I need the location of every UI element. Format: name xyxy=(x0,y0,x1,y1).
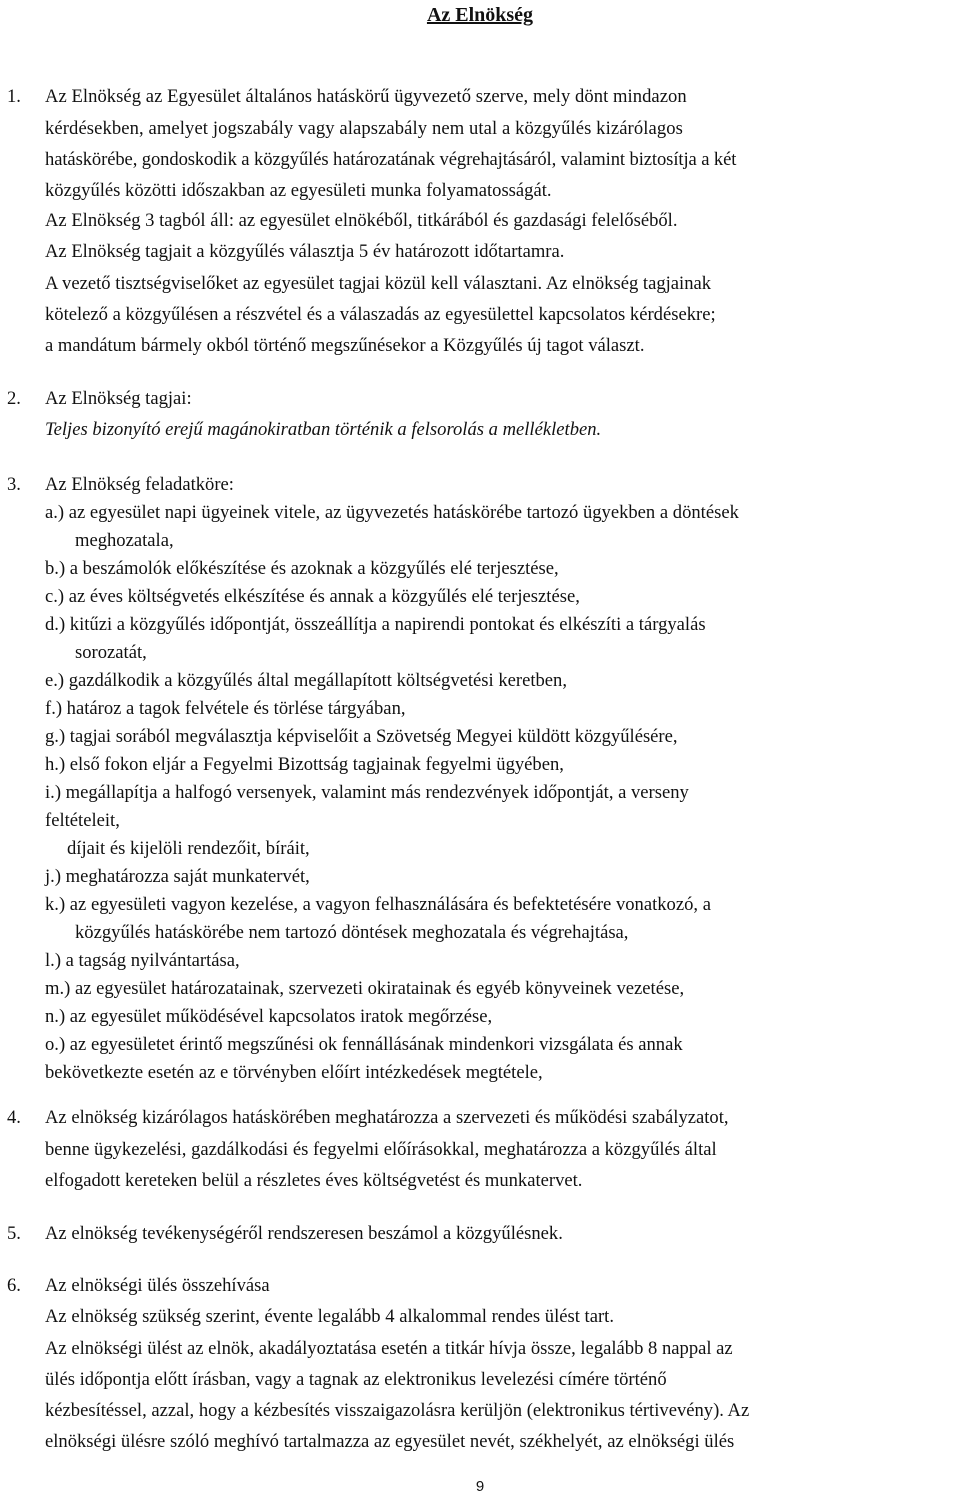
list-item-continuation: bekövetkezte esetén az e törvényben előírt intézkedések megtétele, xyxy=(45,1062,543,1083)
text-line: elfogadott kereteken belül a részletes éves költségvetést és munkatervet. xyxy=(45,1170,583,1191)
text-line: Az elnökség szükség szerint, évente legalább 4 alkalommal rendes ülést tart. xyxy=(45,1306,614,1327)
section-number: 4. xyxy=(7,1107,21,1128)
text-line: Az Elnökség tagjai: xyxy=(45,388,192,409)
text-line: Az elnökségi ülést az elnök, akadályoztatása esetén a titkár hívja össze, legalább 8 nappal az xyxy=(45,1338,733,1359)
list-item: a.) az egyesület napi ügyeinek vitele, az ügyvezetés hatáskörébe tartozó ügyekben a döntések xyxy=(45,502,739,523)
text-line: Az elnökség kizárólagos hatáskörében meghatározza a szervezeti és működési szabályzatot, xyxy=(45,1107,729,1128)
text-line: Az Elnökség az Egyesület általános hatáskörű ügyvezető szerve, mely dönt mindazon xyxy=(45,86,687,107)
text-line: benne ügykezelési, gazdálkodási és fegyelmi előírásokkal, meghatározza a közgyűlés által xyxy=(45,1139,717,1160)
list-item: n.) az egyesület működésével kapcsolatos iratok megőrzése, xyxy=(45,1006,493,1027)
text-line: Az Elnökség 3 tagból áll: az egyesület elnökéből, titkárából és gazdasági felelőséből. xyxy=(45,210,678,231)
list-item: d.) kitűzi a közgyűlés időpontját, összeállítja a napirendi pontokat és elkészíti a tárgyalás xyxy=(45,614,706,635)
section-number: 6. xyxy=(7,1275,21,1296)
list-item-continuation: közgyűlés hatáskörébe nem tartozó döntések meghozatala és végrehajtása, xyxy=(75,922,629,943)
text-line: ülés időpontja előtt írásban, vagy a tagnak az elektronikus levelezési címére történő xyxy=(45,1369,667,1390)
list-item: e.) gazdálkodik a közgyűlés által megállapított költségvetési keretben, xyxy=(45,670,567,691)
section-number: 3. xyxy=(7,474,21,495)
page-number: 9 xyxy=(475,1478,485,1495)
section-number: 1. xyxy=(7,86,21,107)
list-item: c.) az éves költségvetés elkészítése és annak a közgyűlés elé terjesztése, xyxy=(45,586,580,607)
text-line: a mandátum bármely okból történő megszűnésekor a Közgyűlés új tagot választ. xyxy=(45,335,645,356)
text-line: Az elnökségi ülés összehívása xyxy=(45,1275,270,1296)
list-item: b.) a beszámolók előkészítése és azoknak a közgyűlés elé terjesztése, xyxy=(45,558,559,579)
list-item: l.) a tagság nyilvántartása, xyxy=(45,950,240,971)
text-line: hatáskörébe, gondoskodik a közgyűlés határozatának végrehajtásáról, valamint biztosítja a két xyxy=(45,149,737,170)
text-line: Az Elnökség feladatköre: xyxy=(45,474,234,495)
section-number: 2. xyxy=(7,388,21,409)
text-line: elnökségi ülésre szóló meghívó tartalmazza az egyesület nevét, székhelyét, az elnökségi ülés xyxy=(45,1431,735,1452)
list-item: o.) az egyesületet érintő megszűnési ok fennállásának mindenkori vizsgálata és annak xyxy=(45,1034,683,1055)
text-line: kérdésekben, amelyet jogszabály vagy alapszabály nem utal a közgyűlés kizárólagos xyxy=(45,118,683,139)
list-item: i.) megállapítja a halfogó versenyek, valamint más rendezvények időpontját, a verseny xyxy=(45,782,689,803)
list-item: g.) tagjai sorából megválasztja képviselőit a Szövetség Megyei küldött közgyűlésére, xyxy=(45,726,678,747)
text-line: közgyűlés közötti időszakban az egyesületi munka folyamatosságát. xyxy=(45,180,552,201)
list-item: f.) határoz a tagok felvétele és törlése tárgyában, xyxy=(45,698,406,719)
list-item: j.) meghatározza saját munkatervét, xyxy=(45,866,310,887)
text-line: Az elnökség tevékenységéről rendszeresen beszámol a közgyűlésnek. xyxy=(45,1223,563,1244)
list-item: k.) az egyesületi vagyon kezelése, a vagyon felhasználására és befektetésére vonatkozó, a xyxy=(45,894,711,915)
text-line: kézbesítéssel, azzal, hogy a kézbesítés visszaigazolásra kerüljön (elektronikus tértivevény). Az xyxy=(45,1400,750,1421)
list-item-continuation: díjait és kijelöli rendezőit, bíráit, xyxy=(67,838,310,859)
text-line: A vezető tisztségviselőket az egyesület tagjai közül kell választani. Az elnökség tagjainak xyxy=(45,273,712,294)
list-item: h.) első fokon eljár a Fegyelmi Bizottság tagjainak fegyelmi ügyében, xyxy=(45,754,564,775)
list-item-continuation: meghozatala, xyxy=(75,530,174,551)
list-item-continuation: feltételeit, xyxy=(45,810,120,831)
text-line: Az Elnökség tagjait a közgyűlés választja 5 év határozott időtartamra. xyxy=(45,241,565,262)
text-line: kötelező a közgyűlésen a részvétel és a válaszadás az egyesülettel kapcsolatos kérdésekre; xyxy=(45,304,716,325)
section-number: 5. xyxy=(7,1223,21,1244)
list-item: m.) az egyesület határozatainak, szervezeti okiratainak és egyéb könyveinek vezetése, xyxy=(45,978,685,999)
text-line-italic: Teljes bizonyító erejű magánokiratban történik a felsorolás a mellékletben. xyxy=(45,419,602,440)
list-item-continuation: sorozatát, xyxy=(75,642,147,663)
page-title: Az Elnökség xyxy=(426,4,534,26)
